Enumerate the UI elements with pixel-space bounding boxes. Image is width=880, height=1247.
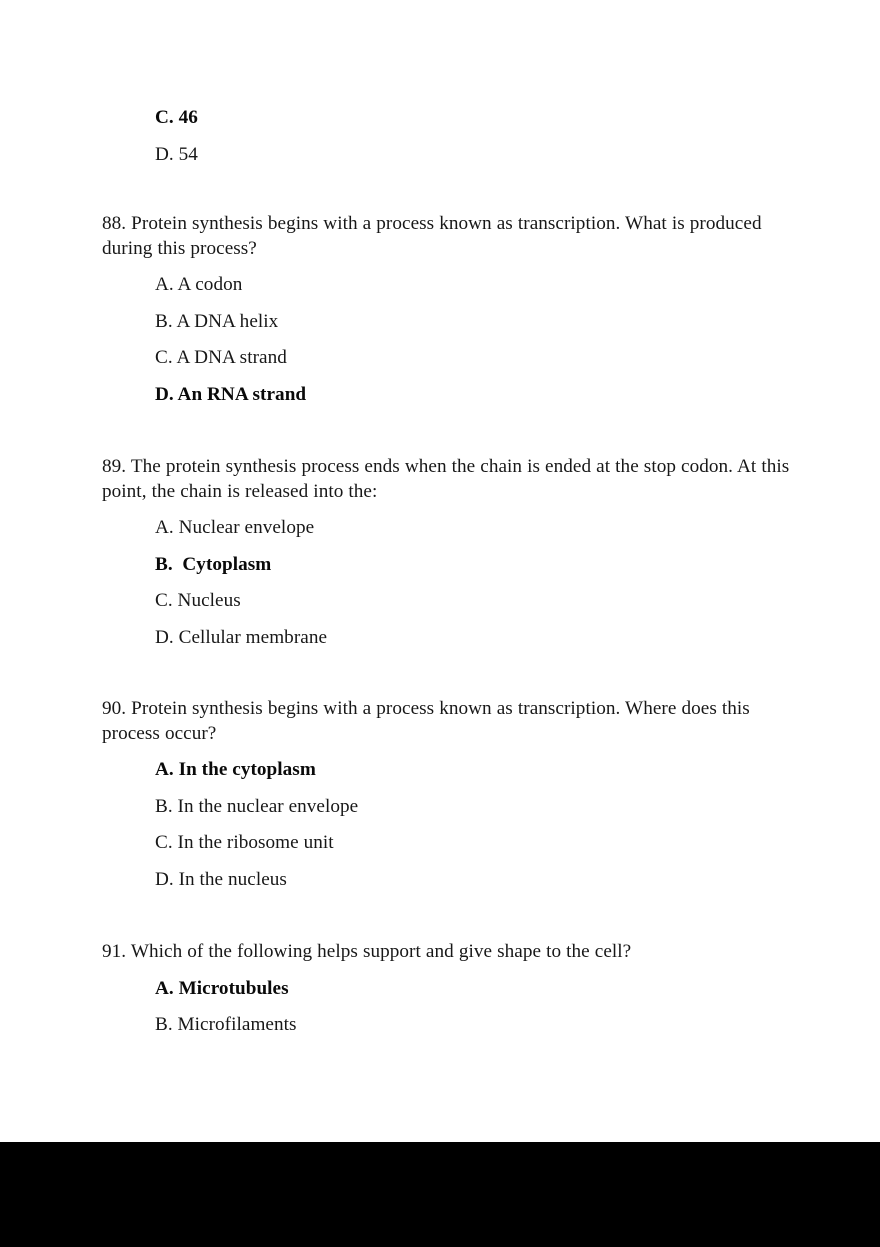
answer-option-list	[102, 971, 792, 1044]
answer-option: D. In the nucleus	[155, 868, 287, 890]
question-block-89	[102, 455, 792, 657]
answer-option: A. In the cytoplasm	[155, 759, 316, 781]
answer-option: B. Cytoplasm	[155, 553, 272, 575]
question-text: 91. Which of the following helps support and give shape to the cell?	[102, 941, 632, 962]
answer-option: C. Nucleus	[155, 590, 241, 612]
question-text: 89. The protein synthesis process ends when the chain is ended at the stop codon. At this point, the chain is released into the:	[102, 456, 790, 502]
answer-option: D. An RNA strand	[155, 383, 307, 405]
answer-option-list	[102, 510, 792, 656]
question-block-90	[102, 697, 792, 899]
answer-option: B. In the nuclear envelope	[155, 795, 359, 817]
question-block-91	[102, 940, 792, 1044]
answer-option: D. 54	[155, 143, 198, 165]
answer-option: A. Nuclear envelope	[155, 517, 315, 539]
answer-option-list	[102, 267, 792, 413]
answer-option: B. Microfilaments	[155, 1014, 297, 1036]
scan-footer-black-bar	[0, 1142, 880, 1247]
continued-option-list	[102, 100, 792, 173]
question-text: 88. Protein synthesis begins with a process known as transcription. What is produced during this process?	[102, 213, 762, 259]
question-text: 90. Protein synthesis begins with a process known as transcription. Where does this process occur?	[102, 698, 750, 744]
answer-option: D. Cellular membrane	[155, 626, 328, 648]
answer-option: C. 46	[155, 107, 198, 128]
answer-option: A. A codon	[155, 274, 243, 296]
answer-option: C. A DNA strand	[155, 347, 287, 369]
answer-option: B. A DNA helix	[155, 310, 279, 332]
answer-option: A. Microtubules	[155, 977, 289, 999]
question-block-88	[102, 212, 792, 414]
answer-option-list	[102, 752, 792, 898]
answer-option: C. In the ribosome unit	[155, 832, 334, 854]
